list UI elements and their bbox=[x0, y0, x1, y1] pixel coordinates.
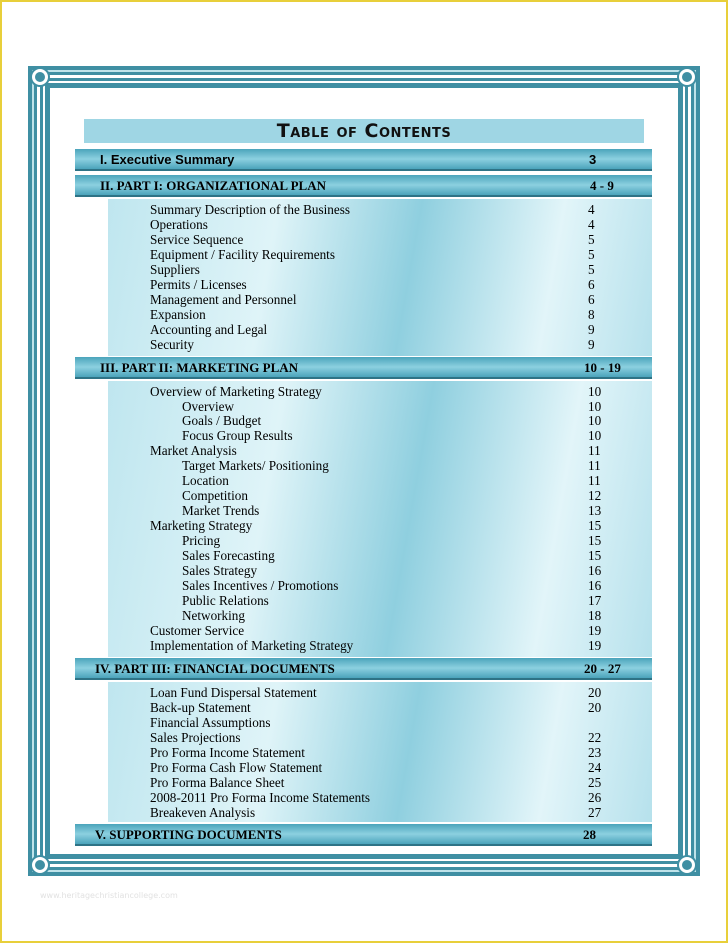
section-label: V. SUPPORTING DOCUMENTS bbox=[95, 827, 282, 842]
section-label: II. PART I: ORGANIZATIONAL PLAN bbox=[100, 178, 326, 193]
entry-title: Sales Forecasting bbox=[182, 548, 275, 563]
entry-page: 4 bbox=[588, 217, 595, 232]
toc-entry[interactable] bbox=[108, 700, 652, 715]
entry-page: 16 bbox=[588, 578, 602, 593]
entry-title: Back-up Statement bbox=[150, 700, 251, 715]
toc-entry[interactable] bbox=[108, 307, 652, 322]
toc-subentry[interactable] bbox=[108, 488, 652, 503]
entry-page: 11 bbox=[588, 443, 601, 458]
entry-page: 11 bbox=[588, 458, 601, 473]
toc-subentry[interactable] bbox=[108, 563, 652, 578]
entry-title: Permits / Licenses bbox=[150, 277, 247, 292]
corner-ornament-icon bbox=[32, 857, 48, 873]
page-title: Table of Contents bbox=[84, 119, 644, 143]
toc-entry[interactable] bbox=[108, 202, 652, 217]
entry-page: 15 bbox=[588, 518, 602, 533]
entry-title: Pro Forma Cash Flow Statement bbox=[150, 760, 323, 775]
entry-page: 20 bbox=[588, 685, 602, 700]
entry-title: Pricing bbox=[182, 533, 221, 548]
toc-entry[interactable] bbox=[108, 760, 652, 775]
toc-subentry[interactable] bbox=[108, 578, 652, 593]
section-label: IV. PART III: FINANCIAL DOCUMENTS bbox=[95, 661, 335, 676]
corner-ornament-icon bbox=[679, 69, 695, 85]
entry-page: 18 bbox=[588, 608, 602, 623]
entry-page: 4 bbox=[588, 202, 595, 217]
section-pages: 10 - 19 bbox=[584, 360, 621, 375]
toc-entry[interactable] bbox=[108, 685, 652, 700]
entry-page: 11 bbox=[588, 473, 601, 488]
entry-page: 15 bbox=[588, 548, 602, 563]
toc-entry[interactable] bbox=[108, 715, 652, 730]
entry-title: Service Sequence bbox=[150, 232, 244, 247]
entry-page: 10 bbox=[588, 428, 602, 443]
entry-title: Equipment / Facility Requirements bbox=[150, 247, 335, 262]
entry-title: Overview bbox=[182, 399, 234, 414]
entry-page: 10 bbox=[588, 399, 602, 414]
toc-subentry[interactable] bbox=[108, 593, 652, 608]
entry-page: 23 bbox=[588, 745, 602, 760]
entry-page: 24 bbox=[588, 760, 602, 775]
entry-title: Pro Forma Income Statement bbox=[150, 745, 305, 760]
entry-title: Networking bbox=[182, 608, 245, 623]
toc-entry[interactable] bbox=[108, 623, 652, 638]
entry-title: Suppliers bbox=[150, 262, 200, 277]
entry-title: Marketing Strategy bbox=[150, 518, 253, 533]
toc-entry[interactable] bbox=[108, 322, 652, 337]
entry-page: 5 bbox=[588, 232, 595, 247]
toc-entry[interactable] bbox=[108, 337, 652, 352]
toc-entry[interactable] bbox=[108, 518, 652, 533]
toc-entry[interactable] bbox=[108, 292, 652, 307]
toc-subentry[interactable] bbox=[108, 413, 652, 428]
section-header-organizational-plan[interactable] bbox=[75, 175, 652, 197]
entry-title: Operations bbox=[150, 217, 208, 232]
toc-entry[interactable] bbox=[108, 443, 652, 458]
section-pages: 4 - 9 bbox=[590, 178, 614, 193]
watermark: www.heritagechristiancollege.com bbox=[40, 891, 178, 900]
section-panel-marketing-plan bbox=[108, 381, 652, 657]
section-label: I. Executive Summary bbox=[100, 152, 235, 167]
toc-subentry[interactable] bbox=[108, 428, 652, 443]
entry-title: Expansion bbox=[150, 307, 206, 322]
section-header-executive-summary[interactable] bbox=[75, 149, 652, 171]
toc-entry[interactable] bbox=[108, 262, 652, 277]
entry-page: 8 bbox=[588, 307, 595, 322]
section-pages: 3 bbox=[589, 152, 597, 167]
entry-page: 22 bbox=[588, 730, 602, 745]
section-label: III. PART II: MARKETING PLAN bbox=[100, 360, 299, 375]
entry-page: 10 bbox=[588, 384, 602, 399]
toc-entry[interactable] bbox=[108, 232, 652, 247]
entry-title: Focus Group Results bbox=[182, 428, 293, 443]
entry-page: 20 bbox=[588, 700, 602, 715]
entry-page: 5 bbox=[588, 262, 595, 277]
entry-title: Breakeven Analysis bbox=[150, 805, 256, 820]
toc-entry[interactable] bbox=[108, 247, 652, 262]
entry-page: 19 bbox=[588, 638, 602, 653]
toc-entry[interactable] bbox=[108, 277, 652, 292]
entry-title: Market Analysis bbox=[150, 443, 237, 458]
entry-page: 10 bbox=[588, 413, 602, 428]
entry-page: 27 bbox=[588, 805, 602, 820]
section-header-supporting-documents[interactable] bbox=[75, 824, 652, 846]
entry-page: 13 bbox=[588, 503, 602, 518]
entry-title: Security bbox=[150, 337, 194, 352]
entry-page: 6 bbox=[588, 277, 595, 292]
entry-title: Overview of Marketing Strategy bbox=[150, 384, 322, 399]
entry-page: 26 bbox=[588, 790, 602, 805]
toc-subentry[interactable] bbox=[108, 608, 652, 623]
entry-title: Financial Assumptions bbox=[150, 715, 271, 730]
entry-page: 19 bbox=[588, 623, 602, 638]
entry-title: Sales Strategy bbox=[182, 563, 258, 578]
toc-subentry[interactable] bbox=[108, 503, 652, 518]
toc-entry[interactable] bbox=[108, 638, 652, 653]
entry-title: Competition bbox=[182, 488, 248, 503]
corner-ornament-icon bbox=[32, 69, 48, 85]
entry-page: 5 bbox=[588, 247, 595, 262]
entry-page: 15 bbox=[588, 533, 602, 548]
toc-entry[interactable] bbox=[108, 790, 652, 805]
entry-title: Location bbox=[182, 473, 229, 488]
toc-subentry[interactable] bbox=[108, 473, 652, 488]
section-panel-organizational-plan bbox=[108, 199, 652, 356]
corner-ornament-icon bbox=[679, 857, 695, 873]
toc-entry[interactable] bbox=[108, 745, 652, 760]
entry-title: Target Markets/ Positioning bbox=[182, 458, 329, 473]
toc-subentry[interactable] bbox=[108, 458, 652, 473]
entry-title: 2008-2011 Pro Forma Income Statements bbox=[150, 790, 371, 805]
entry-page: 9 bbox=[588, 322, 595, 337]
entry-title: Implementation of Marketing Strategy bbox=[150, 638, 354, 653]
toc-entry[interactable] bbox=[108, 730, 652, 745]
entry-page: 17 bbox=[588, 593, 602, 608]
entry-page: 16 bbox=[588, 563, 602, 578]
toc-subentry[interactable] bbox=[108, 533, 652, 548]
section-panel-financial-documents bbox=[108, 682, 652, 822]
toc-subentry[interactable] bbox=[108, 399, 652, 414]
entry-page: 25 bbox=[588, 775, 602, 790]
entry-title: Sales Incentives / Promotions bbox=[182, 578, 339, 593]
entry-page: 6 bbox=[588, 292, 595, 307]
section-pages: 20 - 27 bbox=[584, 661, 621, 676]
entry-title: Management and Personnel bbox=[150, 292, 297, 307]
entry-page: 9 bbox=[588, 337, 595, 352]
entry-title: Market Trends bbox=[182, 503, 260, 518]
section-header-financial-documents[interactable] bbox=[75, 658, 652, 680]
entry-title: Public Relations bbox=[182, 593, 269, 608]
toc-entry[interactable] bbox=[108, 217, 652, 232]
entry-page: 12 bbox=[588, 488, 602, 503]
section-header-marketing-plan[interactable] bbox=[75, 357, 652, 379]
entry-title: Goals / Budget bbox=[182, 413, 262, 428]
toc-entry[interactable] bbox=[108, 775, 652, 790]
entry-title: Pro Forma Balance Sheet bbox=[150, 775, 285, 790]
entry-title: Accounting and Legal bbox=[150, 322, 268, 337]
entry-title: Summary Description of the Business bbox=[150, 202, 350, 217]
toc-entry[interactable] bbox=[108, 384, 652, 399]
section-pages: 28 bbox=[583, 827, 596, 842]
entry-title: Sales Projections bbox=[150, 730, 241, 745]
entry-title: Customer Service bbox=[150, 623, 245, 638]
toc-subentry[interactable] bbox=[108, 548, 652, 563]
toc-entry[interactable] bbox=[108, 805, 652, 820]
entry-title: Loan Fund Dispersal Statement bbox=[150, 685, 317, 700]
